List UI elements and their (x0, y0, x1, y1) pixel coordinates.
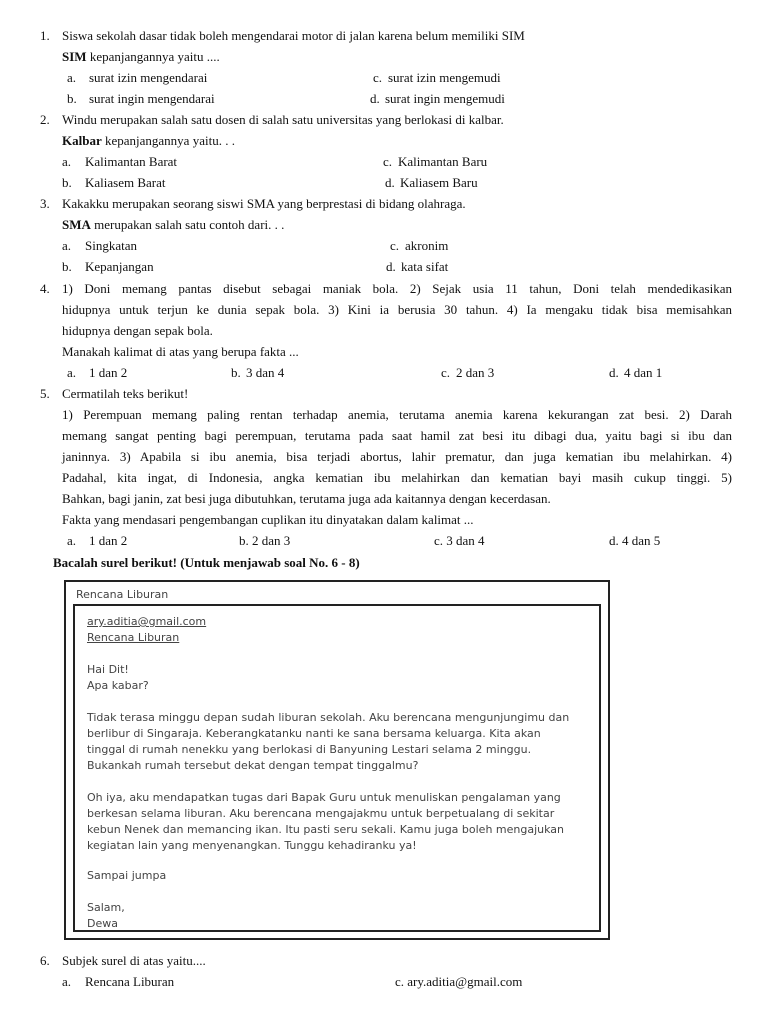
question-5-intro: Cermatilah teks berikut! (62, 386, 189, 401)
question-5-line: 1) Perempuan memang paling rentan terhadap anemia, terutama anemia karena kekurangan zat besi. 2) Darah (62, 407, 732, 422)
option-text: c. ary.aditia@gmail.com (395, 974, 523, 989)
question-5-line: janinnya. 3) Apabila si ibu anemia, bisa terjadi abortus, lahir prematur, dan juga kematian ibu melahirkan. 4) (62, 449, 732, 464)
question-2-text: Windu merupakan salah satu dosen di salah satu universitas yang berlokasi di kalbar. (62, 112, 504, 127)
option-letter: a. (67, 70, 77, 85)
email-paragraph-line: Bukankah rumah tersebut dekat dengan tempat tinggalmu? (87, 759, 419, 772)
question-2-prompt (62, 133, 235, 149)
option-text: Kaliasem Barat (85, 175, 166, 190)
option-letter: b. (62, 175, 72, 190)
option-text: 4 dan 1 (624, 365, 663, 380)
option-text: c. 3 dan 4 (434, 533, 485, 548)
option-text: kata sifat (401, 259, 449, 274)
question-5-line: Padahal, kita ingat, di Indonesia, angka kematian ibu melahirkan dan kematian bayi masih cukup tinggi. 5) (62, 470, 732, 485)
option-text: surat izin mengemudi (388, 70, 501, 85)
option-letter: c. (373, 70, 383, 85)
question-5-number: 5. (40, 386, 50, 401)
option-letter: d. (609, 365, 619, 380)
email-paragraph-line: berlibur di Singaraja. Keberangkatanku nanti ke sana bersama keluarga. Kita akan (87, 727, 541, 740)
email-salam: Salam, (87, 901, 125, 914)
option-text: Singkatan (85, 238, 137, 253)
option-letter: a. (67, 365, 77, 380)
option-letter: a. (62, 154, 72, 169)
email-screenshot (64, 580, 610, 940)
question-4-line: hidupnya dengan sepak bola. (62, 323, 213, 338)
option-letter: b. (67, 91, 77, 106)
question-1-term: SIM (62, 49, 87, 64)
option-text: Kalimantan Barat (85, 154, 178, 169)
option-text: Rencana Liburan (85, 974, 175, 989)
question-3-prompt (62, 217, 284, 233)
question-1-prompt (62, 49, 220, 65)
option-text: Kaliasem Baru (400, 175, 478, 190)
email-greeting-2: Apa kabar? (87, 679, 149, 692)
option-text: 1 dan 2 (89, 365, 128, 380)
email-greeting: Hai Dit! (87, 663, 129, 676)
email-paragraph-line: tinggal di rumah nenekku yang berlokasi di Banyuning Lestari selama 2 minggu. (87, 743, 532, 756)
option-letter: a. (62, 974, 72, 989)
email-paragraph-line: kebun Nenek dan memancing ikan. Itu pasti seru sekali. Kamu juga boleh mengajukan (87, 823, 565, 836)
option-letter: d. (386, 259, 396, 274)
question-4-line: 1) Doni memang pantas disebut sebagai maniak bola. 2) Sejak usia 11 tahun, Doni telah mendedikasikan (62, 281, 732, 296)
option-text: 1 dan 2 (89, 533, 128, 548)
question-4-line: hidupnya untuk terjun ke dunia sepak bola. 3) Kini ia berusia 30 tahun. 4) Ia mengaku tidak bisa memisahkan (62, 302, 732, 317)
question-5-line: memang sangat penting bagi perempuan, terutama pada saat hamil zat besi itu dibagi dua, yaitu bagi si ibu dan (62, 428, 732, 443)
question-3-term: SMA (62, 217, 91, 232)
question-1-prompt-text: kepanjangannya yaitu .... (86, 49, 220, 64)
email-paragraph-line: berkesan selama liburan. Aku berencana mengajakmu untuk berpetualang di sekitar (87, 807, 555, 820)
option-letter: c. (441, 365, 451, 380)
option-text: d. 4 dan 5 (609, 533, 661, 548)
email-signature: Dewa (87, 917, 118, 930)
question-3-text: Kakakku merupakan seorang siswi SMA yang berprestasi di bidang olahraga. (62, 196, 466, 211)
option-text: b. 2 dan 3 (239, 533, 291, 548)
option-text: Kalimantan Baru (398, 154, 488, 169)
option-text: surat izin mengendarai (89, 70, 208, 85)
email-subject: Rencana Liburan (87, 631, 180, 644)
email-paragraph-line: Oh iya, aku mendapatkan tugas dari Bapak Guru untuk menuliskan pengalaman yang (87, 791, 561, 804)
option-text: Kepanjangan (85, 259, 154, 274)
question-1-text: Siswa sekolah dasar tidak boleh mengendarai motor di jalan karena belum memiliki SIM (62, 28, 525, 43)
question-4-number: 4. (40, 281, 50, 296)
option-text: akronim (405, 238, 449, 253)
option-text: 2 dan 3 (456, 365, 495, 380)
option-letter: a. (67, 533, 77, 548)
email-paragraph-line: Tidak terasa minggu depan sudah liburan sekolah. Aku berencana mengunjungimu dan (87, 711, 570, 724)
option-letter: d. (385, 175, 395, 190)
email-window-title: Rencana Liburan (76, 588, 169, 601)
option-letter: d. (370, 91, 380, 106)
question-1-number: 1. (40, 28, 50, 43)
email-body-frame (73, 604, 601, 932)
question-2-number: 2. (40, 112, 50, 127)
question-3-number: 3. (40, 196, 50, 211)
question-4-prompt: Manakah kalimat di atas yang berupa fakta ... (62, 344, 299, 359)
question-3-prompt-text: merupakan salah satu contoh dari. . . (90, 217, 285, 232)
option-letter: c. (390, 238, 400, 253)
option-letter: c. (383, 154, 393, 169)
option-letter: b. (231, 365, 241, 380)
email-from: ary.aditia@gmail.com (87, 615, 207, 628)
question-2-term: Kalbar (62, 133, 102, 148)
question-2-prompt-text: kepanjangannya yaitu. . . (101, 133, 235, 148)
option-text: 3 dan 4 (246, 365, 285, 380)
option-letter: a. (62, 238, 72, 253)
option-text: surat ingin mengendarai (89, 91, 215, 106)
question-5-line: Bahkan, bagi janin, zat besi juga dibutuhkan, terutama juga ada kaitannya dengan kecerdasan. (62, 491, 551, 506)
option-text: surat ingin mengemudi (385, 91, 505, 106)
question-6-text: Subjek surel di atas yaitu.... (62, 953, 206, 968)
email-closing: Sampai jumpa (87, 869, 167, 882)
question-6-number: 6. (40, 953, 50, 968)
question-5-prompt: Fakta yang mendasari pengembangan cuplikan itu dinyatakan dalam kalimat ... (62, 512, 474, 527)
section-heading: Bacalah surel berikut! (Untuk menjawab soal No. 6 - 8) (53, 555, 360, 570)
email-paragraph-line: kegiatan lain yang menyenangkan. Tunggu kehadiranku ya! (87, 839, 417, 852)
option-letter: b. (62, 259, 72, 274)
